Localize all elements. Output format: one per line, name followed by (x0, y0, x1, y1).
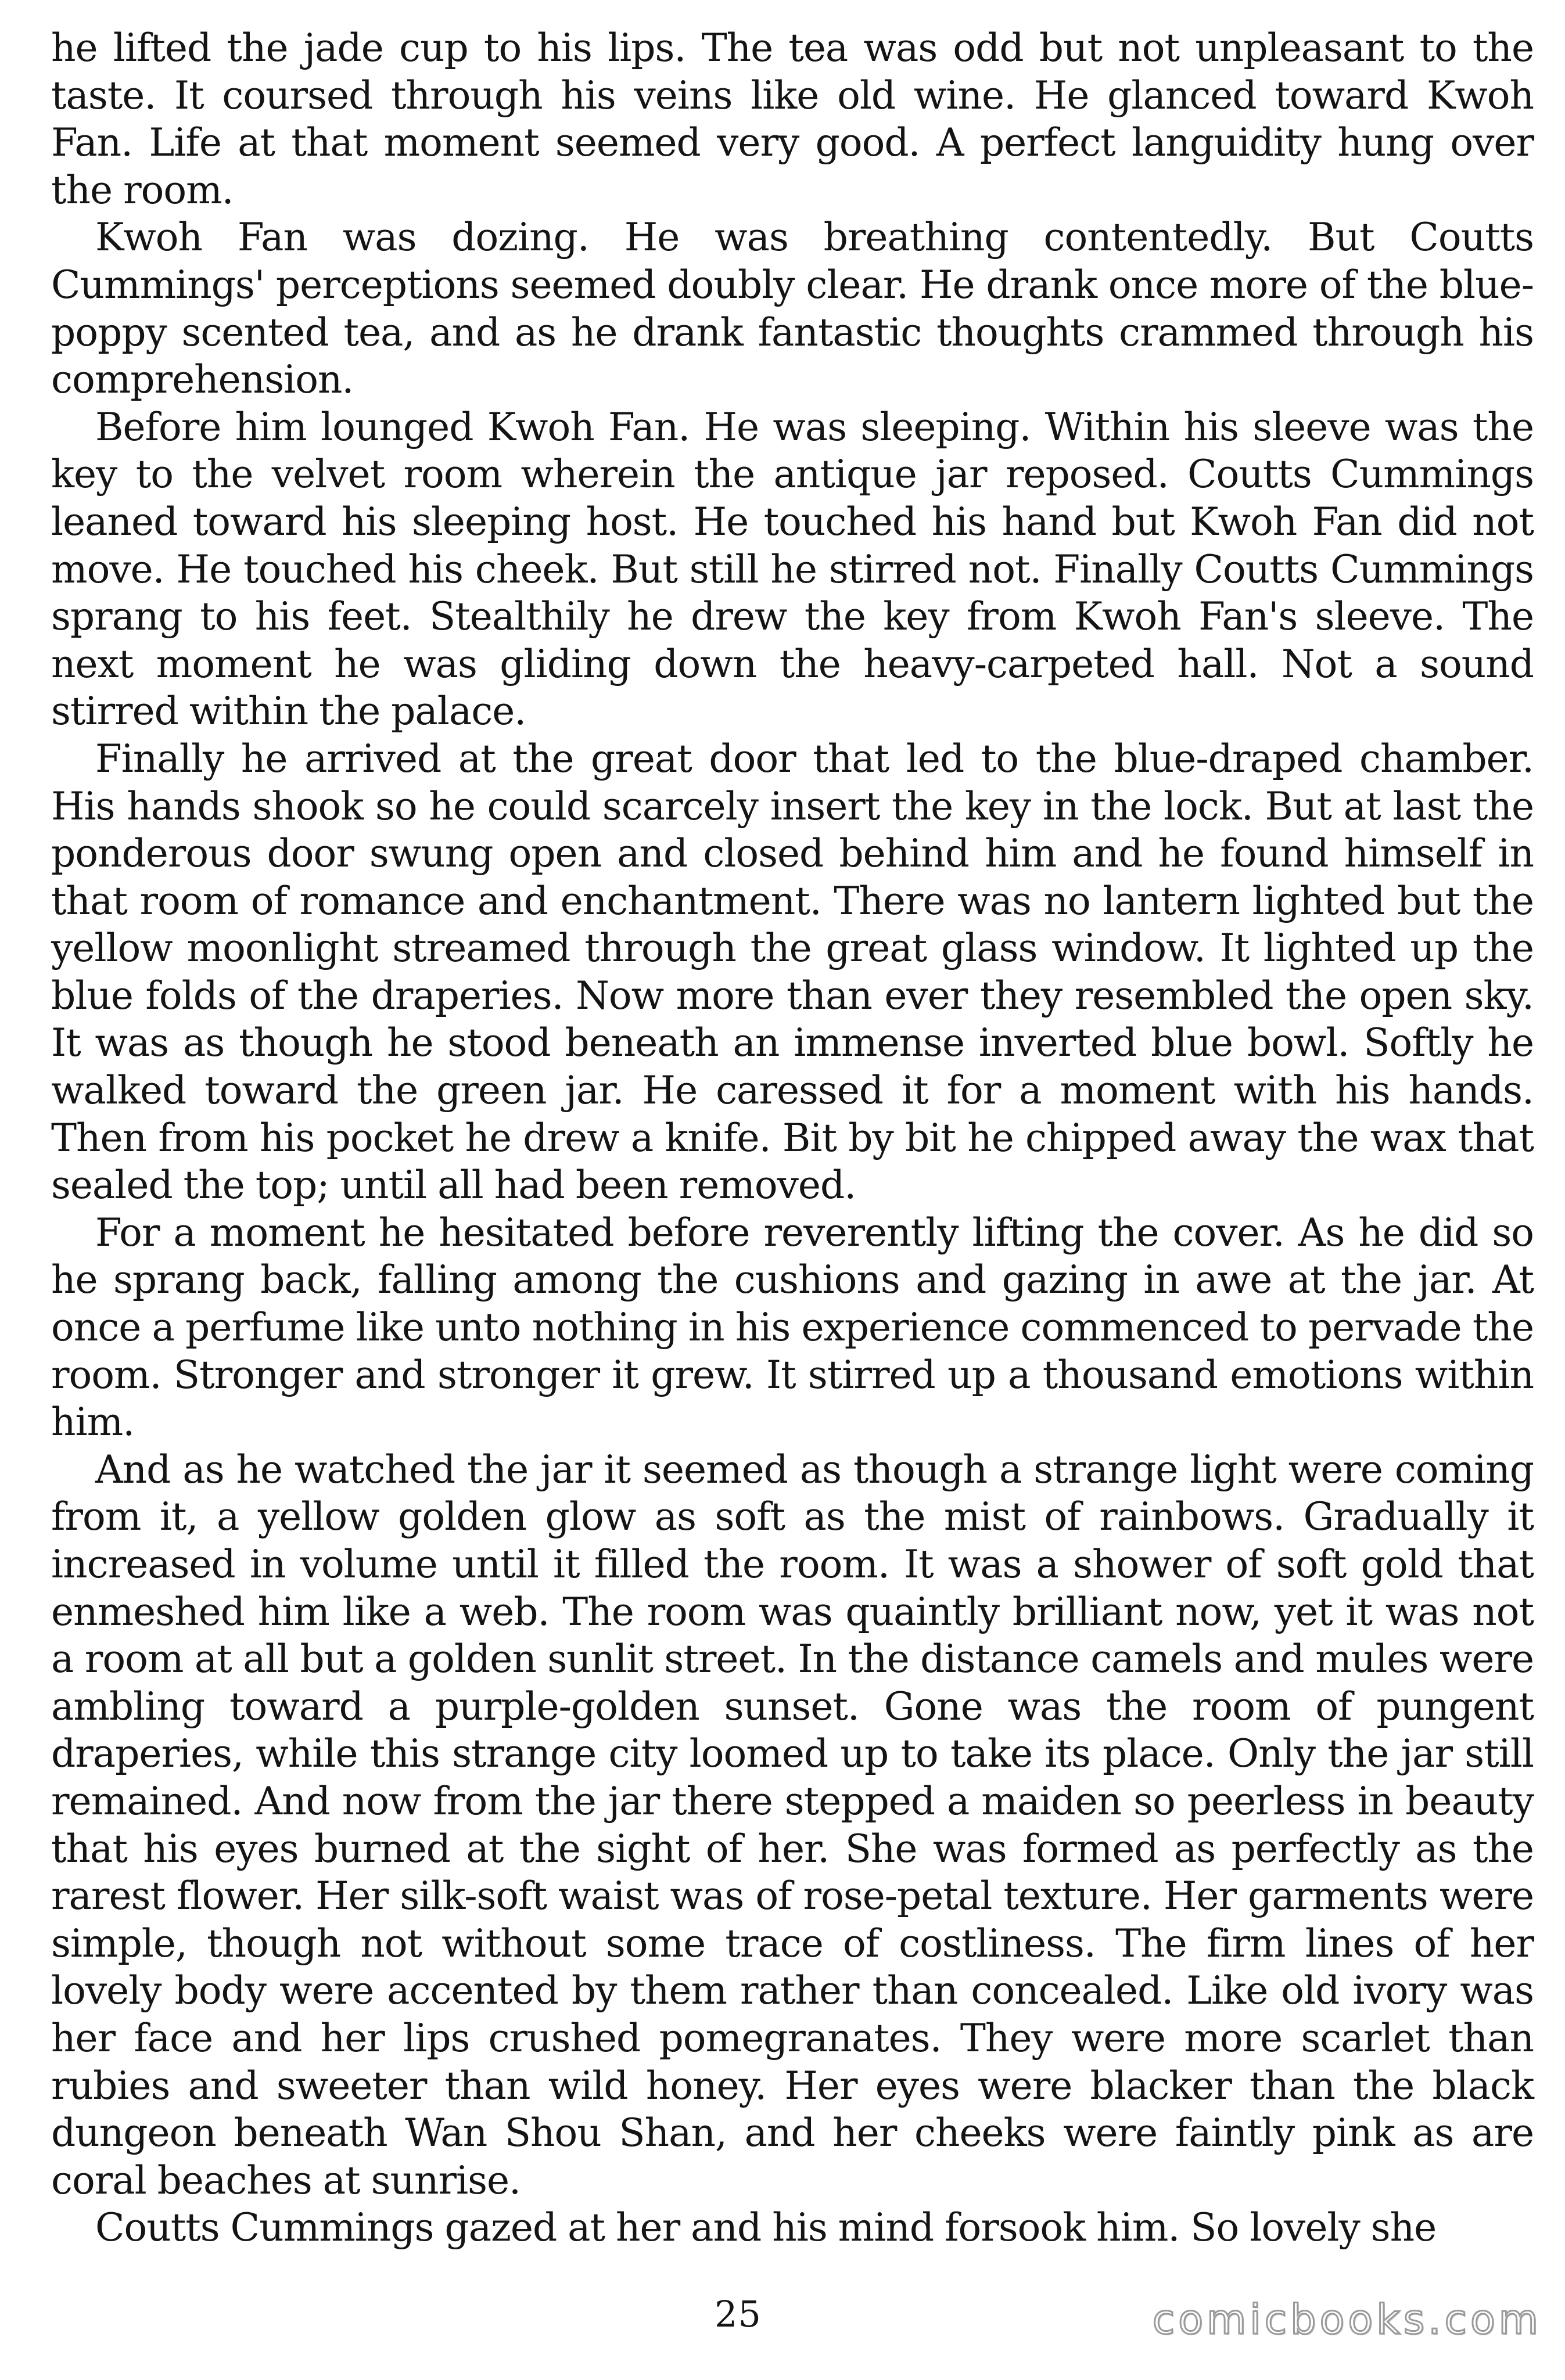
paragraph-1: he lifted the jade cup to his lips. The tea was odd but not unpleasant to the taste. It coursed through his veins like old wine. He glanced toward Kwoh Fan. Life at that moment seemed very good. A perfect languidity hung over the room. (51, 26, 1534, 213)
paragraph-6: And as he watched the jar it seemed as though a strange light were coming from it, a yellow golden glow as soft as the mist of rainbows. Gradually it increased in volume until it filled the room. It was a shower of soft gold that enmeshed him like a web. The room was quaintly brilliant now, yet it was not a room at all but a golden sunlit street. In the distance camels and mules were ambling toward a purple-golden sunset. Gone was the room of pungent draperies, while this strange city loomed up to take its place. Only the jar still remained. And now from the jar there stepped a maiden so peerless in beauty that his eyes burned at the sight of her. She was formed as perfectly as the rarest flower. Her silk-soft waist was of rose-petal texture. Her garments were simple, though not without some trace of costliness. The firm lines of her lovely body were accented by them rather than concealed. Like old ivory was her face and her lips crushed pomegranates. They were more scarlet than rubies and sweeter than wild honey. Her eyes were blacker than the black dungeon beneath Wan Shou Shan, and her cheeks were faintly pink as are coral beaches at sunrise. (51, 1447, 1534, 2203)
paragraph-3: Before him lounged Kwoh Fan. He was sleeping. Within his sleeve was the key to the velvet room wherein the antique jar reposed. Coutts Cummings leaned toward his sleeping host. He touched his hand but Kwoh Fan did not move. He touched his cheek. But still he stirred not. Finally Coutts Cummings sprang to his feet. Stealthily he drew the key from Kwoh Fan's sleeve. The next moment he was gliding down the heavy-carpeted hall. Not a sound stirred within the palace. (51, 404, 1534, 734)
paragraph-7: Coutts Cummings gazed at her and his mind forsook him. So lovely she (95, 2205, 1437, 2250)
book-page (51, 24, 1534, 2353)
paragraph-4: Finally he arrived at the great door that led to the blue-draped chamber. His hands shook so he could scarcely insert the key in the lock. But at last the ponderous door swung open and closed behind him and he found himself in that room of romance and enchantment. There was no lantern lighted but the yellow moonlight streamed through the great glass window. It lighted up the blue folds of the draperies. Now more than ever they resembled the open sky. It was as though he stood beneath an immense inverted blue bowl. Softly he walked toward the green jar. He caressed it for a moment with his hands. Then from his pocket he drew a knife. Bit by bit he chipped away the wax that sealed the top; until all had been removed. (51, 736, 1534, 1208)
watermark: comicbooks.com (1152, 2296, 1542, 2343)
story-text (51, 24, 1534, 2252)
page-number: 25 (715, 2293, 762, 2335)
paragraph-5: For a moment he hesitated before reverently lifting the cover. As he did so he sprang back, falling among the cushions and gazing in awe at the jar. At once a perfume like unto nothing in his experience commenced to pervade the room. Stronger and stronger it grew. It stirred up a thousand emotions within him. (51, 1210, 1534, 1445)
paragraph-2: Kwoh Fan was dozing. He was breathing contentedly. But Coutts Cummings' perceptions seemed doubly clear. He drank once more of the blue-poppy scented tea, and as he drank fantastic thoughts crammed through his comprehension. (51, 215, 1534, 402)
